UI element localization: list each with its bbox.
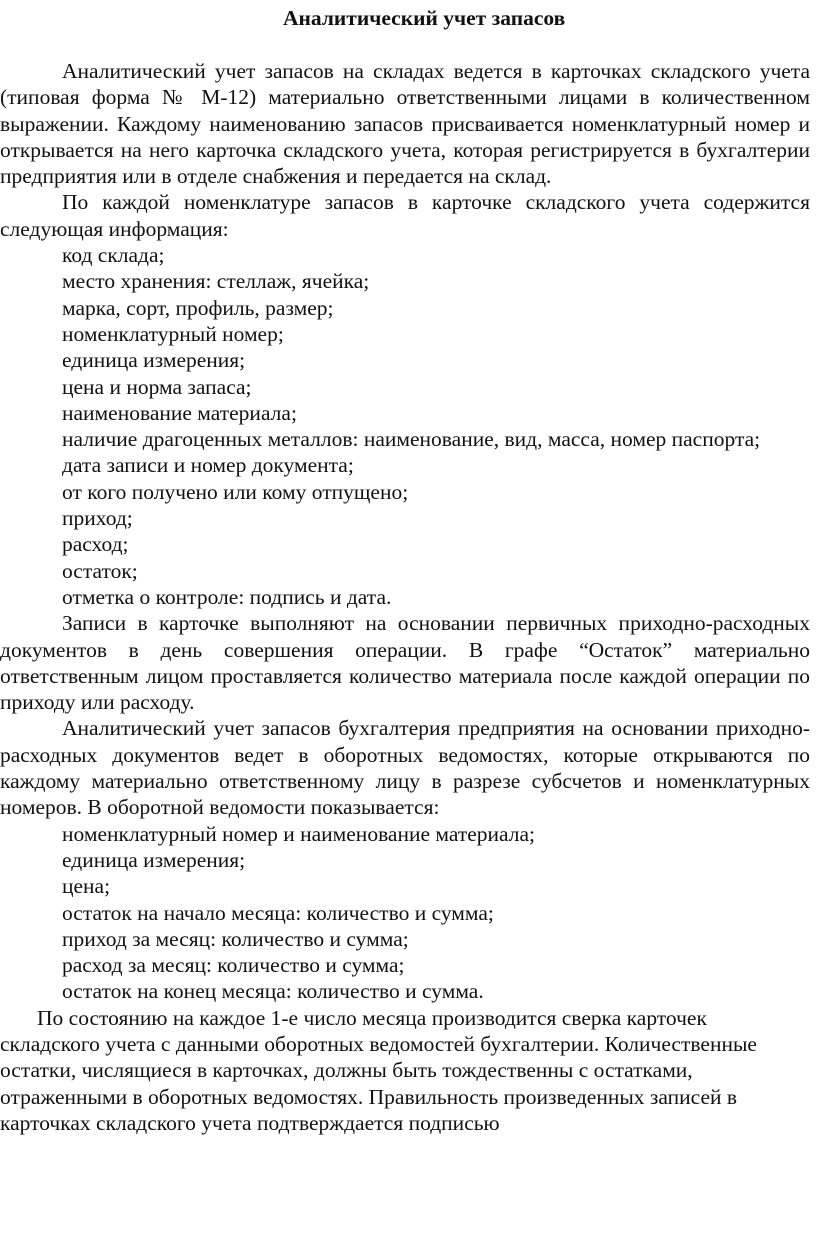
list-item: остаток; bbox=[62, 558, 138, 583]
list-item: марка, сорт, профиль, размер; bbox=[62, 295, 334, 320]
list-item: единица измерения; bbox=[62, 348, 246, 373]
list-item: остаток на конец месяца: количество и сумма. bbox=[62, 979, 484, 1004]
paragraph-reconciliation: По состоянию на каждое 1-е число месяца производится сверка карточек складского учета с данными оборотных ведомостей бухгалтерии. Количественные остатки, числящиеся в карточках, должны быть тождественны с остатками, отраженными в оборотных ведомостях. Правильность произведенных записей в карточках складского учета подтверждается подписью bbox=[0, 1005, 757, 1135]
paragraph-records: Записи в карточке выполняют на основании первичных приходно-расходных документов в день совершения операции. В графе “Остаток” материально ответственным лицом проставляется количество материала после каждой операции по приходу или расходу. bbox=[0, 611, 810, 715]
list-item: цена и норма запаса; bbox=[62, 374, 252, 399]
list-item: наименование материала; bbox=[62, 400, 297, 425]
paragraph-intro: Аналитический учет запасов на складах ведется в карточках складского учета (типовая форма № М-12) материально ответственными лицами в количественном выражении. Каждому наименованию запасов присваивается номенклатурный номер и открывается на него карточка складского учета, которая регистрируется в бухгалтерии предприятия или в отделе снабжения и передается на склад. bbox=[0, 59, 810, 189]
list-item: приход за месяц: количество и сумма; bbox=[62, 926, 409, 951]
card-items-list bbox=[0, 242, 816, 610]
list-item: цена; bbox=[62, 874, 111, 899]
list-item: от кого получено или кому отпущено; bbox=[62, 479, 409, 504]
list-item: дата записи и номер документа; bbox=[62, 453, 354, 478]
list-item: номенклатурный номер; bbox=[62, 321, 284, 346]
list-item: отметка о контроле: подпись и дата. bbox=[62, 584, 392, 609]
paragraph-accounting: Аналитический учет запасов бухгалтерия предприятия на основании приходно-расходных документов ведет в оборотных ведомостях, которые открываются по каждому материально ответственному лицу в разрезе субсчетов и номенклатурных номеров. В оборотной ведомости показывается: bbox=[0, 716, 810, 820]
list-item: код склада; bbox=[62, 243, 165, 268]
list-item: остаток на начало месяца: количество и сумма; bbox=[62, 900, 494, 925]
statement-items-list bbox=[0, 821, 816, 1005]
list-item: расход; bbox=[62, 532, 129, 557]
list-item: расход за месяц: количество и сумма; bbox=[62, 953, 405, 978]
paragraph-card-info: По каждой номенклатуре запасов в карточке складского учета содержится следующая информация: bbox=[0, 190, 810, 241]
document-title: Аналитический учет запасов bbox=[283, 6, 566, 30]
list-item: место хранения: стеллаж, ячейка; bbox=[62, 269, 370, 294]
list-item: наличие драгоценных металлов: наименование, вид, масса, номер паспорта; bbox=[62, 427, 761, 452]
list-item: единица измерения; bbox=[62, 847, 246, 872]
list-item: приход; bbox=[62, 506, 133, 531]
list-item: номенклатурный номер и наименование материала; bbox=[62, 821, 536, 846]
